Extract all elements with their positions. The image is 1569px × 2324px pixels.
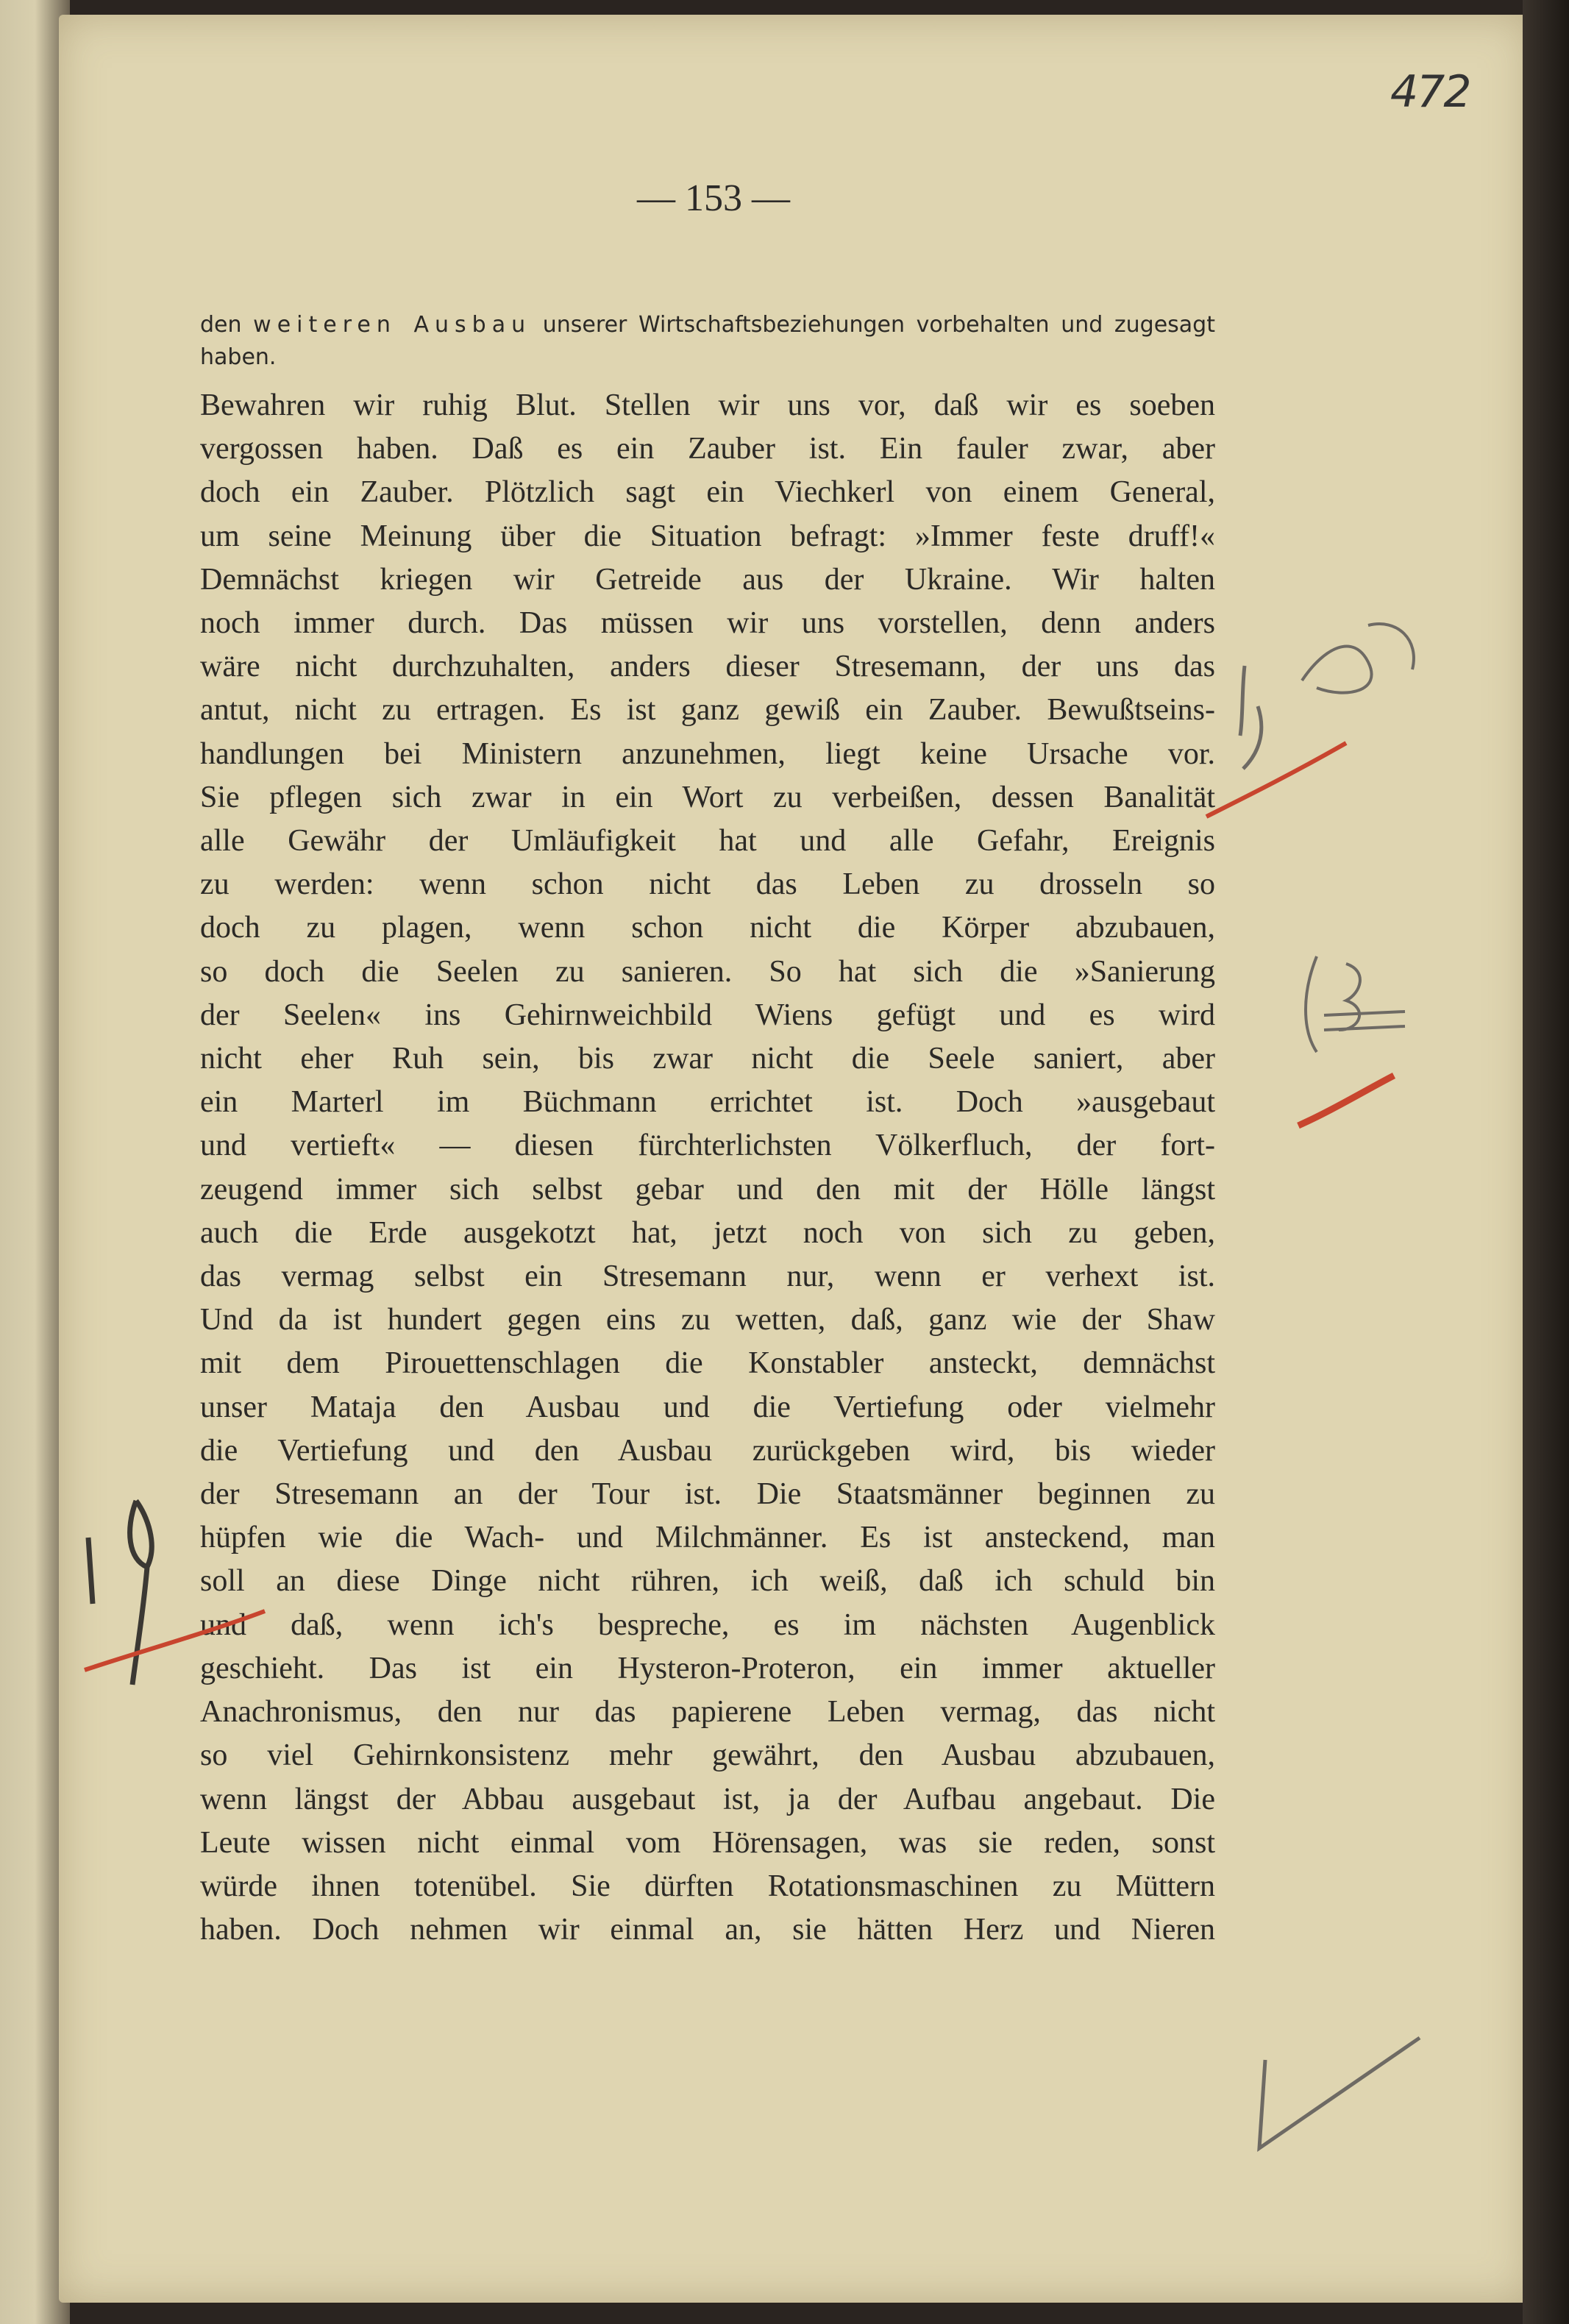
text-line: noch immer durch. Das müssen wir uns vorstellen, denn anders	[200, 606, 1215, 641]
text-line: haben. Doch nehmen wir einmal an, sie hätten Herz und Nieren	[200, 1913, 1215, 1947]
text-line: alle Gewähr der Umläufigkeit hat und alle Gefahr, Ereignis	[200, 824, 1215, 859]
archive-number: 472	[1390, 66, 1470, 118]
text-line: um seine Meinung über die Situation befragt: »Immer feste druff!«	[200, 519, 1215, 553]
text-line: ein Marterl im Büchmann errichtet ist. Doch »ausgebaut	[200, 1085, 1215, 1120]
text-line: Sie pflegen sich zwar in ein Wort zu verbeißen, dessen Banalität	[200, 780, 1215, 814]
text-line: doch zu plagen, wenn schon nicht die Körper abzubauen,	[200, 911, 1215, 945]
text-line: der Seelen« ins Gehirnweichbild Wiens gefügt und es wird	[200, 998, 1215, 1032]
text-line: so doch die Seelen zu sanieren. So hat sich die »Sanierung	[200, 954, 1215, 989]
text-line: vergossen haben. Daß es ein Zauber ist. Ein fauler zwar, aber	[200, 432, 1215, 466]
text-line: unser Mataja den Ausbau und die Vertiefung oder vielmehr	[200, 1390, 1215, 1424]
text-line: Bewahren wir ruhig Blut. Stellen wir uns vor, daß wir es soeben	[200, 388, 1215, 422]
main-paragraph	[200, 384, 1215, 1952]
lead-spaced-words: weiteren Ausbau	[253, 312, 532, 338]
text-line: mit dem Pirouettenschlagen die Konstabler ansteckt, demnächst	[200, 1346, 1215, 1381]
text-line: so viel Gehirnkonsistenz mehr gewährt, den Ausbau abzubauen,	[200, 1738, 1215, 1773]
text-line: der Stresemann an der Tour ist. Die Staatsmänner beginnen zu	[200, 1477, 1215, 1512]
text-line: doch ein Zauber. Plötzlich sagt ein Viechkerl von einem General,	[200, 475, 1215, 510]
text-line: auch die Erde ausgekotzt hat, jetzt noch von sich zu geben,	[200, 1215, 1215, 1250]
text-line: die Vertiefung und den Ausbau zurückgeben wird, bis wieder	[200, 1433, 1215, 1468]
text-line: das vermag selbst ein Stresemann nur, wenn er verhext ist.	[200, 1259, 1215, 1294]
text-line: geschieht. Das ist ein Hysteron-Proteron, ein immer aktueller	[200, 1651, 1215, 1685]
text-line: antut, nicht zu ertragen. Es ist ganz gewiß ein Zauber. Bewußtseins-	[200, 693, 1215, 728]
lead-part-2: unserer Wirtschaftsbeziehungen vorbehalten und zugesagt haben.	[200, 312, 1215, 370]
page-body	[200, 309, 1215, 1952]
text-line: wäre nicht durchzuhalten, anders dieser Stresemann, der uns das	[200, 650, 1215, 684]
text-line: hüpfen wie die Wach- und Milchmänner. Es ist ansteckend, man	[200, 1521, 1215, 1555]
text-line: zu werden: wenn schon nicht das Leben zu drosseln so	[200, 867, 1215, 902]
lead-paragraph	[200, 309, 1215, 374]
text-line: und vertieft« — diesen fürchterlichsten Völkerfluch, der fort-	[200, 1129, 1215, 1163]
text-line: wenn längst der Abbau ausgebaut ist, ja der Aufbau angebaut. Die	[200, 1782, 1215, 1816]
text-line: Demnächst kriegen wir Getreide aus der Ukraine. Wir halten	[200, 562, 1215, 597]
book-edge	[1523, 0, 1569, 2324]
page-number: — 153 —	[637, 177, 790, 219]
text-line: und daß, wenn ich's bespreche, es im nächsten Augenblick	[200, 1607, 1215, 1642]
text-line: Und da ist hundert gegen eins zu wetten, daß, ganz wie der Shaw	[200, 1303, 1215, 1337]
text-line: würde ihnen totenübel. Sie dürften Rotationsmaschinen zu Müttern	[200, 1869, 1215, 1903]
text-line: Leute wissen nicht einmal vom Hörensagen, was sie reden, sonst	[200, 1825, 1215, 1860]
lead-part-1: den	[200, 312, 254, 338]
text-line: Anachronismus, den nur das papierene Leben vermag, das nicht	[200, 1695, 1215, 1730]
text-line: handlungen bei Ministern anzunehmen, liegt keine Ursache vor.	[200, 736, 1215, 771]
text-line: soll an diese Dinge nicht rühren, ich weiß, daß ich schuld bin	[200, 1564, 1215, 1599]
text-line: zeugend immer sich selbst gebar und den mit der Hölle längst	[200, 1172, 1215, 1207]
text-line: nicht eher Ruh sein, bis zwar nicht die Seele saniert, aber	[200, 1042, 1215, 1076]
